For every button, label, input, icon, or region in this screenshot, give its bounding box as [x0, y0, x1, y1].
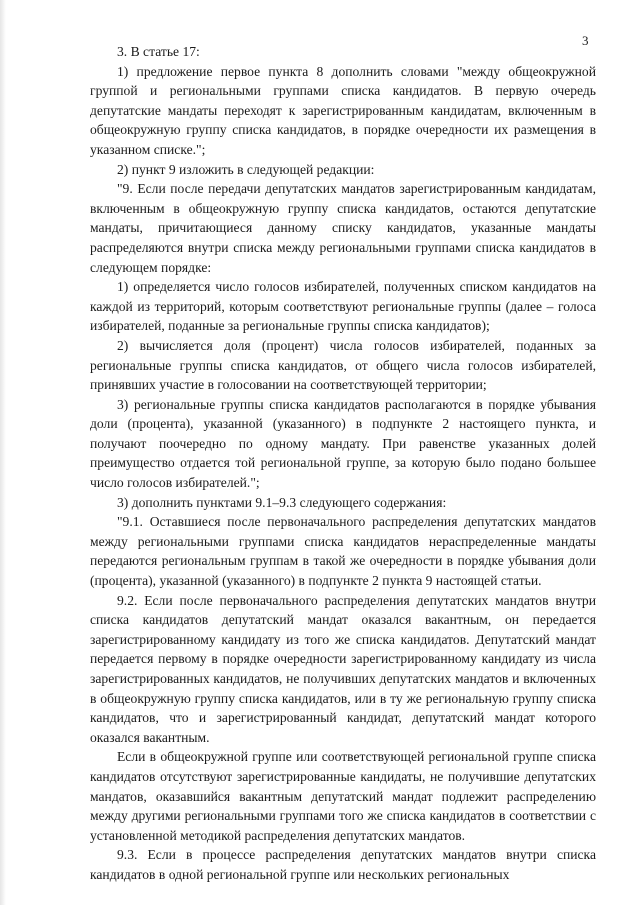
paragraph-clause-9-sub-2: 2) вычисляется доля (процент) числа голосов избирателей, поданных за региональные группы списка кандидатов, от общего числа голосов избирателей, принявших участие в голосовании на соответствующей территории;: [90, 337, 596, 393]
paragraph-clause-9-sub-1: 1) определяется число голосов избирателей, полученных списком кандидатов на каждой из территорий, которым соответствуют региональные группы (далее – голоса избирателей, поданные за региональные группы списка кандидатов);: [90, 279, 596, 334]
paragraph-clause-9-1: "9.1. Оставшиеся после первоначального распределения депутатских мандатов между региональными группами списка кандидатов нераспределенные мандаты передаются региональным группам в такой же очередности в порядке убывания доли (процента), указанной (указанного) в подпункте 2 пункта 9 настоящей статьи.: [90, 514, 596, 589]
paragraph-clause-9-2-cont: Если в общеокружной группе или соответствующей региональной группе списка кандидатов отсутствуют зарегистрированные кандидаты, не получившие депутатских мандатов, оказавшийся вакантным депутатский мандат подлежит распределению между другими региональными группами того же списка кандидатов в соответствии с установленной методикой распределения депутатских мандатов.: [90, 749, 596, 843]
paragraph-article-heading: 3. В статье 17:: [117, 44, 200, 59]
paragraph-clause-9-2: 9.2. Если после первоначального распределения депутатских мандатов внутри списка кандидатов депутатский мандат оказался вакантным, он передается зарегистрированному кандидату из того же списка кандидатов. Депутатский мандат передается первому в порядке очередности зарегистрированному кандидату из числа зарегистрированных кандидатов, не получивших депутатских мандатов и включенных в общеокружную группу списка кандидатов, или в ту же региональную группу списка кандидатов, что и зарегистрированный кандидат, депутатский мандат которого оказался вакантным.: [90, 592, 596, 745]
page-number: 3: [582, 33, 589, 48]
document-body: [90, 42, 596, 885]
paragraph-item-1: 1) предложение первое пункта 8 дополнить словами "между общеокружной группой и региональными группами списка кандидатов. В первую очередь депутатские мандаты переходят к зарегистрированным кандидатам, включенным в общеокружную группу списка кандидатов, в порядке очередности их размещения в указанном списке.";: [90, 63, 596, 157]
paragraph-item-2: 2) пункт 9 изложить в следующей редакции:: [117, 161, 375, 177]
paragraph-item-3: 3) дополнить пунктами 9.1–9.3 следующего содержания:: [117, 494, 447, 510]
scan-edge-shadow: [0, 0, 6, 905]
paragraph-clause-9-sub-3: 3) региональные группы списка кандидатов располагаются в порядке убывания доли (процента), указанной (указанного) в подпункте 2 настоящего пункта, и получают поочередно по одному мандату. При равенстве указанных долей преимущество отдается той региональной группе, за которую было подано большее число голосов избирателей.";: [90, 396, 596, 491]
paragraph-clause-9: "9. Если после передачи депутатских мандатов зарегистрированным кандидатам, включенным в общеокружную группу списка кандидатов, остаются депутатские мандаты, причитающиеся данному списку кандидатов, указанные мандаты распределяются внутри списка между региональными группами списка кандидатов в следующем порядке:: [90, 181, 596, 275]
paragraph-clause-9-3: 9.3. Если в процессе распределения депутатских мандатов внутри списка кандидатов в одной региональной группе или нескольких региональных: [90, 847, 596, 882]
